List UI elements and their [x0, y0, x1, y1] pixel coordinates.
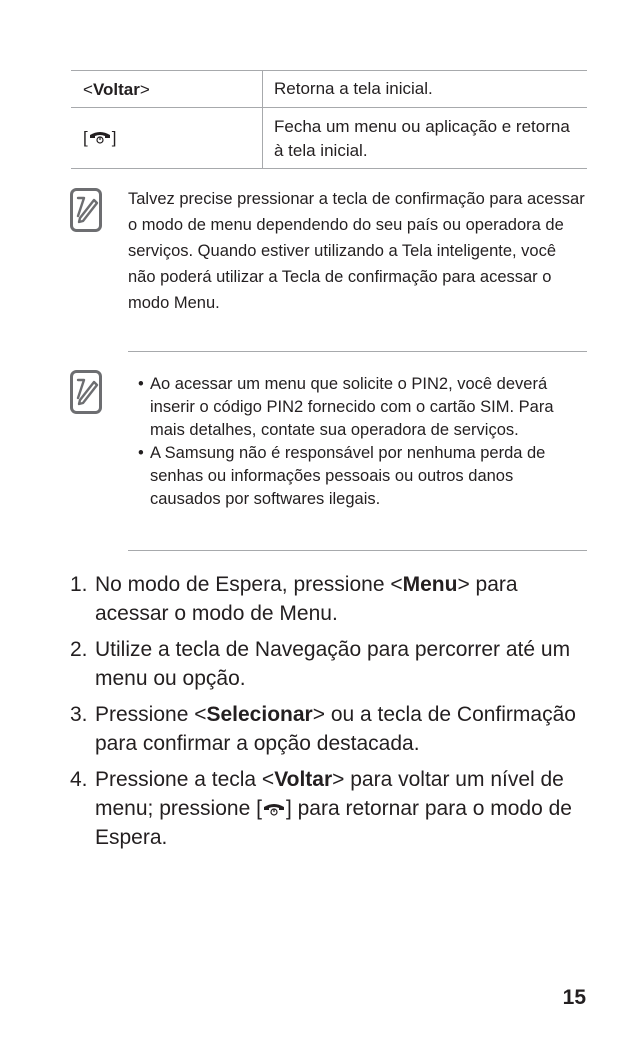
step-4 — [70, 765, 590, 852]
end-call-key-icon — [89, 130, 111, 144]
key-name: Menu — [402, 573, 458, 596]
step-number: 2. — [70, 638, 88, 661]
key-suffix: > — [139, 80, 150, 99]
step-text-part: > ou a tecla de Confirmação para confirmar a opção destacada. — [95, 703, 576, 755]
key-cell — [71, 108, 263, 168]
note-bullet-list — [128, 370, 587, 551]
list-item — [128, 373, 587, 442]
bullet-dot: • — [138, 375, 144, 393]
key-table — [71, 70, 587, 169]
step-text — [95, 570, 590, 628]
bullet-dot: • — [138, 444, 144, 462]
key-suffix: ] — [111, 128, 117, 147]
note-pencil-icon — [70, 370, 102, 414]
step-text-part: ] para retornar para o modo de Espera. — [95, 797, 572, 849]
end-call-key-icon — [263, 802, 285, 816]
step-1 — [70, 570, 590, 628]
key-name: Voltar — [92, 80, 140, 99]
bullet-text: A Samsung não é responsável por nenhuma perda de senhas ou informações pessoais ou outros danos causados por softwares ilegais. — [150, 444, 546, 508]
note-pencil-icon — [70, 188, 102, 232]
key-name: Voltar — [274, 768, 333, 791]
key-prefix: [ — [83, 128, 88, 147]
key-name: Selecionar — [206, 703, 313, 726]
step-3 — [70, 700, 590, 758]
step-number: 1. — [70, 573, 88, 596]
step-text — [95, 765, 590, 852]
step-text-part: Pressione < — [95, 703, 207, 726]
key-row-end — [71, 108, 587, 169]
key-description: Retorna a tela inicial. — [274, 79, 433, 98]
step-text — [95, 700, 590, 758]
step-text-part: > para acessar o modo de Menu. — [95, 573, 518, 625]
page-number: 15 — [562, 986, 586, 1009]
step-number: 4. — [70, 768, 88, 791]
step-text-part: Utilize a tecla de Navegação para percorrer até um menu ou opção. — [95, 638, 571, 690]
list-item — [128, 442, 587, 511]
note-text: Talvez precise pressionar a tecla de confirmação para acessar o modo de menu dependendo do seu país ou operadora de serviços. Quando estiver utilizando a Tela inteligente, você não poderá utilizar a Tecla de confirmação para acessar o modo Menu. — [128, 190, 585, 312]
step-text-part: > para voltar um nível de menu; pressione [ — [95, 768, 564, 820]
step-number: 3. — [70, 703, 88, 726]
step-text-part: Pressione a tecla < — [95, 768, 275, 791]
step-text-part: No modo de Espera, pressione < — [95, 573, 403, 596]
key-cell — [71, 71, 263, 107]
key-description: Fecha um menu ou aplicação e retorna à tela inicial. — [274, 117, 570, 160]
steps-list — [70, 570, 590, 859]
bullet-text: Ao acessar um menu que solicite o PIN2, você deverá inserir o código PIN2 fornecido com o cartão SIM. Para mais detalhes, contate sua operadora de serviços. — [150, 375, 554, 439]
step-2 — [70, 635, 590, 693]
step-text — [95, 635, 590, 693]
note-text-block — [128, 188, 587, 352]
key-row-voltar — [71, 70, 587, 108]
key-prefix: < — [83, 80, 93, 99]
